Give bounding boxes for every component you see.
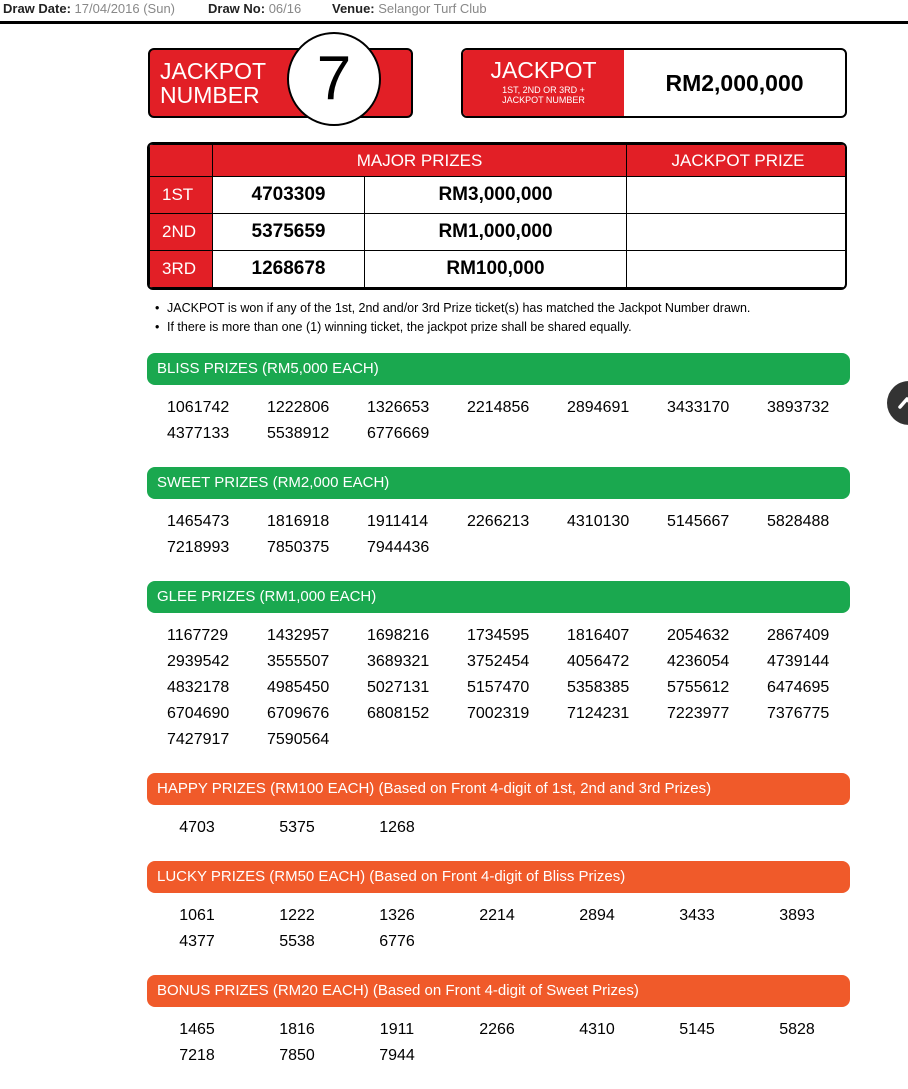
jackpot-amount-box (461, 48, 847, 118)
prize-number: 2867409 (767, 627, 830, 644)
draw-date-label: Draw Date: (3, 1, 71, 16)
prize-number: 1061 (179, 907, 215, 924)
winning-number-cell: 1268678 (213, 251, 365, 288)
major-prizes-table (147, 142, 847, 290)
jackpot-subtitle-line1: 1ST, 2ND OR 3RD + (502, 85, 585, 95)
rank-cell: 3RD (150, 251, 213, 288)
prize-number: 2214856 (467, 399, 530, 416)
jackpot-prize-cell (627, 177, 848, 214)
jackpot-amount-label (463, 50, 624, 116)
prize-number: 6474695 (767, 679, 830, 696)
jackpot-prize-cell (627, 251, 848, 288)
venue-value: Selangor Turf Club (378, 1, 487, 16)
prize-number: 7223977 (667, 705, 730, 722)
prize-number: 4377133 (167, 425, 230, 442)
prize-number: 1816 (279, 1021, 315, 1038)
prize-number: 2939542 (167, 653, 230, 670)
winning-number-cell: 4703309 (213, 177, 365, 214)
prize-number: 4739144 (767, 653, 830, 670)
prize-number: 2266213 (467, 513, 530, 530)
prize-number: 6776669 (367, 425, 430, 442)
prize-number: 1465 (179, 1021, 215, 1038)
lucky-prizes-list (147, 903, 847, 955)
prize-number: 7850375 (267, 539, 330, 556)
prize-amount-cell: RM1,000,000 (365, 214, 627, 251)
table-row (150, 177, 848, 214)
prize-number: 7944436 (367, 539, 430, 556)
prize-number: 1061742 (167, 399, 230, 416)
prize-number: 4056472 (567, 653, 630, 670)
venue-label: Venue: (332, 1, 375, 16)
bonus-prizes-header: BONUS PRIZES (RM20 EACH) (Based on Front 4-digit of Sweet Prizes) (147, 975, 850, 1007)
prize-number: 6704690 (167, 705, 230, 722)
prize-amount-cell: RM3,000,000 (365, 177, 627, 214)
prize-amount-cell: RM100,000 (365, 251, 627, 288)
jackpot-prize-cell (627, 214, 848, 251)
note-item: • If there is more than one (1) winning ticket, the jackpot prize shall be shared equally. (155, 318, 750, 337)
prize-number: 3689321 (367, 653, 430, 670)
prize-number: 1167729 (167, 627, 229, 644)
prize-number: 4310130 (567, 513, 630, 530)
rank-header (150, 145, 213, 177)
sweet-prizes-header: SWEET PRIZES (RM2,000 EACH) (147, 467, 850, 499)
draw-no-value: 06/16 (268, 1, 302, 16)
prize-number: 3893732 (767, 399, 830, 416)
glee-prizes-list (167, 623, 867, 753)
note-item: • JACKPOT is won if any of the 1st, 2nd and/or 3rd Prize ticket(s) has matched the Jackpot Number drawn. (155, 299, 750, 318)
prize-number: 5828 (779, 1021, 815, 1038)
prize-number: 5755612 (667, 679, 730, 696)
prize-number: 7850 (279, 1047, 315, 1064)
draw-number (208, 1, 301, 16)
draw-date (3, 1, 175, 16)
prize-number: 6776 (379, 933, 415, 950)
prize-number: 7218993 (167, 539, 230, 556)
prize-number: 3433 (679, 907, 715, 924)
prize-number: 7218 (179, 1047, 215, 1064)
prize-number: 2266 (479, 1021, 515, 1038)
prize-number: 2214 (479, 907, 515, 924)
rank-cell: 2ND (150, 214, 213, 251)
prize-number: 5538912 (267, 425, 330, 442)
prize-number: 7002319 (467, 705, 530, 722)
lucky-prizes-header: LUCKY PRIZES (RM50 EACH) (Based on Front 4-digit of Bliss Prizes) (147, 861, 850, 893)
prize-number: 1911414 (367, 513, 429, 530)
prize-number: 3893 (779, 907, 815, 924)
prize-number: 7376775 (767, 705, 830, 722)
rules-notes (155, 299, 750, 337)
prize-number: 5538 (279, 933, 315, 950)
prize-number: 5145667 (667, 513, 730, 530)
happy-prizes-list (147, 815, 847, 841)
prize-number: 5358385 (567, 679, 630, 696)
prize-number: 1432957 (267, 627, 330, 644)
prize-number: 4236054 (667, 653, 730, 670)
jackpot-number-label-line1: JACKPOT (160, 58, 267, 84)
table-row (150, 251, 848, 288)
prize-number: 4377 (179, 933, 215, 950)
rank-cell: 1ST (150, 177, 213, 214)
prize-number: 1326 (379, 907, 415, 924)
prize-number: 4310 (579, 1021, 615, 1038)
prize-number: 1222806 (267, 399, 330, 416)
prize-number: 2894691 (567, 399, 630, 416)
prize-number: 5828488 (767, 513, 830, 530)
prize-number: 1816918 (267, 513, 330, 530)
draw-info-bar (0, 0, 908, 24)
prize-number: 3752454 (467, 653, 530, 670)
jackpot-subtitle-line2: JACKPOT NUMBER (502, 95, 585, 105)
draw-no-label: Draw No: (208, 1, 266, 16)
prize-number: 4985450 (267, 679, 330, 696)
prize-number: 7590564 (267, 731, 330, 748)
scroll-to-top-button[interactable] (887, 381, 908, 425)
jackpot-amount-value: RM2,000,000 (665, 69, 804, 96)
prize-number: 1268 (379, 819, 415, 836)
glee-prizes-header: GLEE PRIZES (RM1,000 EACH) (147, 581, 850, 613)
prize-number: 6808152 (367, 705, 430, 722)
prize-number: 1698216 (367, 627, 430, 644)
prize-number: 5375 (279, 819, 315, 836)
happy-prizes-header: HAPPY PRIZES (RM100 EACH) (Based on Front 4-digit of 1st, 2nd and 3rd Prizes) (147, 773, 850, 805)
winning-number-cell: 5375659 (213, 214, 365, 251)
bonus-prizes-list (147, 1017, 847, 1069)
prize-number: 5145 (679, 1021, 715, 1038)
bliss-prizes-list (167, 395, 867, 447)
prize-number: 1911 (379, 1021, 415, 1038)
sweet-prizes-list (167, 509, 867, 561)
jackpot-number-label (160, 59, 280, 107)
prize-number: 4703 (179, 819, 215, 836)
prize-number: 5027131 (367, 679, 430, 696)
prize-number: 3433170 (667, 399, 730, 416)
prize-number: 2894 (579, 907, 615, 924)
prize-number: 6709676 (267, 705, 330, 722)
prize-number: 4832178 (167, 679, 230, 696)
prize-number: 3555507 (267, 653, 330, 670)
chevron-up-icon (897, 393, 908, 413)
table-row (150, 214, 848, 251)
jackpot-number-label-line2: NUMBER (160, 82, 260, 108)
jackpot-title: JACKPOT (490, 57, 597, 83)
prize-number: 1465473 (167, 513, 230, 530)
draw-date-value: 17/04/2016 (Sun) (74, 1, 176, 16)
prize-number: 7427917 (167, 731, 230, 748)
prize-number: 1734595 (467, 627, 530, 644)
major-prizes-header: MAJOR PRIZES (213, 145, 627, 177)
prize-number: 1326653 (367, 399, 430, 416)
prize-number: 1816407 (567, 627, 630, 644)
jackpot-prize-header: JACKPOT PRIZE (627, 145, 848, 177)
prize-number: 1222 (279, 907, 315, 924)
prize-number: 2054632 (667, 627, 730, 644)
major-prizes-header-row (150, 145, 848, 177)
bliss-prizes-header: BLISS PRIZES (RM5,000 EACH) (147, 353, 850, 385)
jackpot-number-box (148, 44, 413, 118)
jackpot-number-value: 7 (287, 32, 381, 126)
venue (332, 1, 487, 16)
prize-number: 7944 (379, 1047, 415, 1064)
prize-number: 5157470 (467, 679, 530, 696)
prize-number: 7124231 (567, 705, 630, 722)
